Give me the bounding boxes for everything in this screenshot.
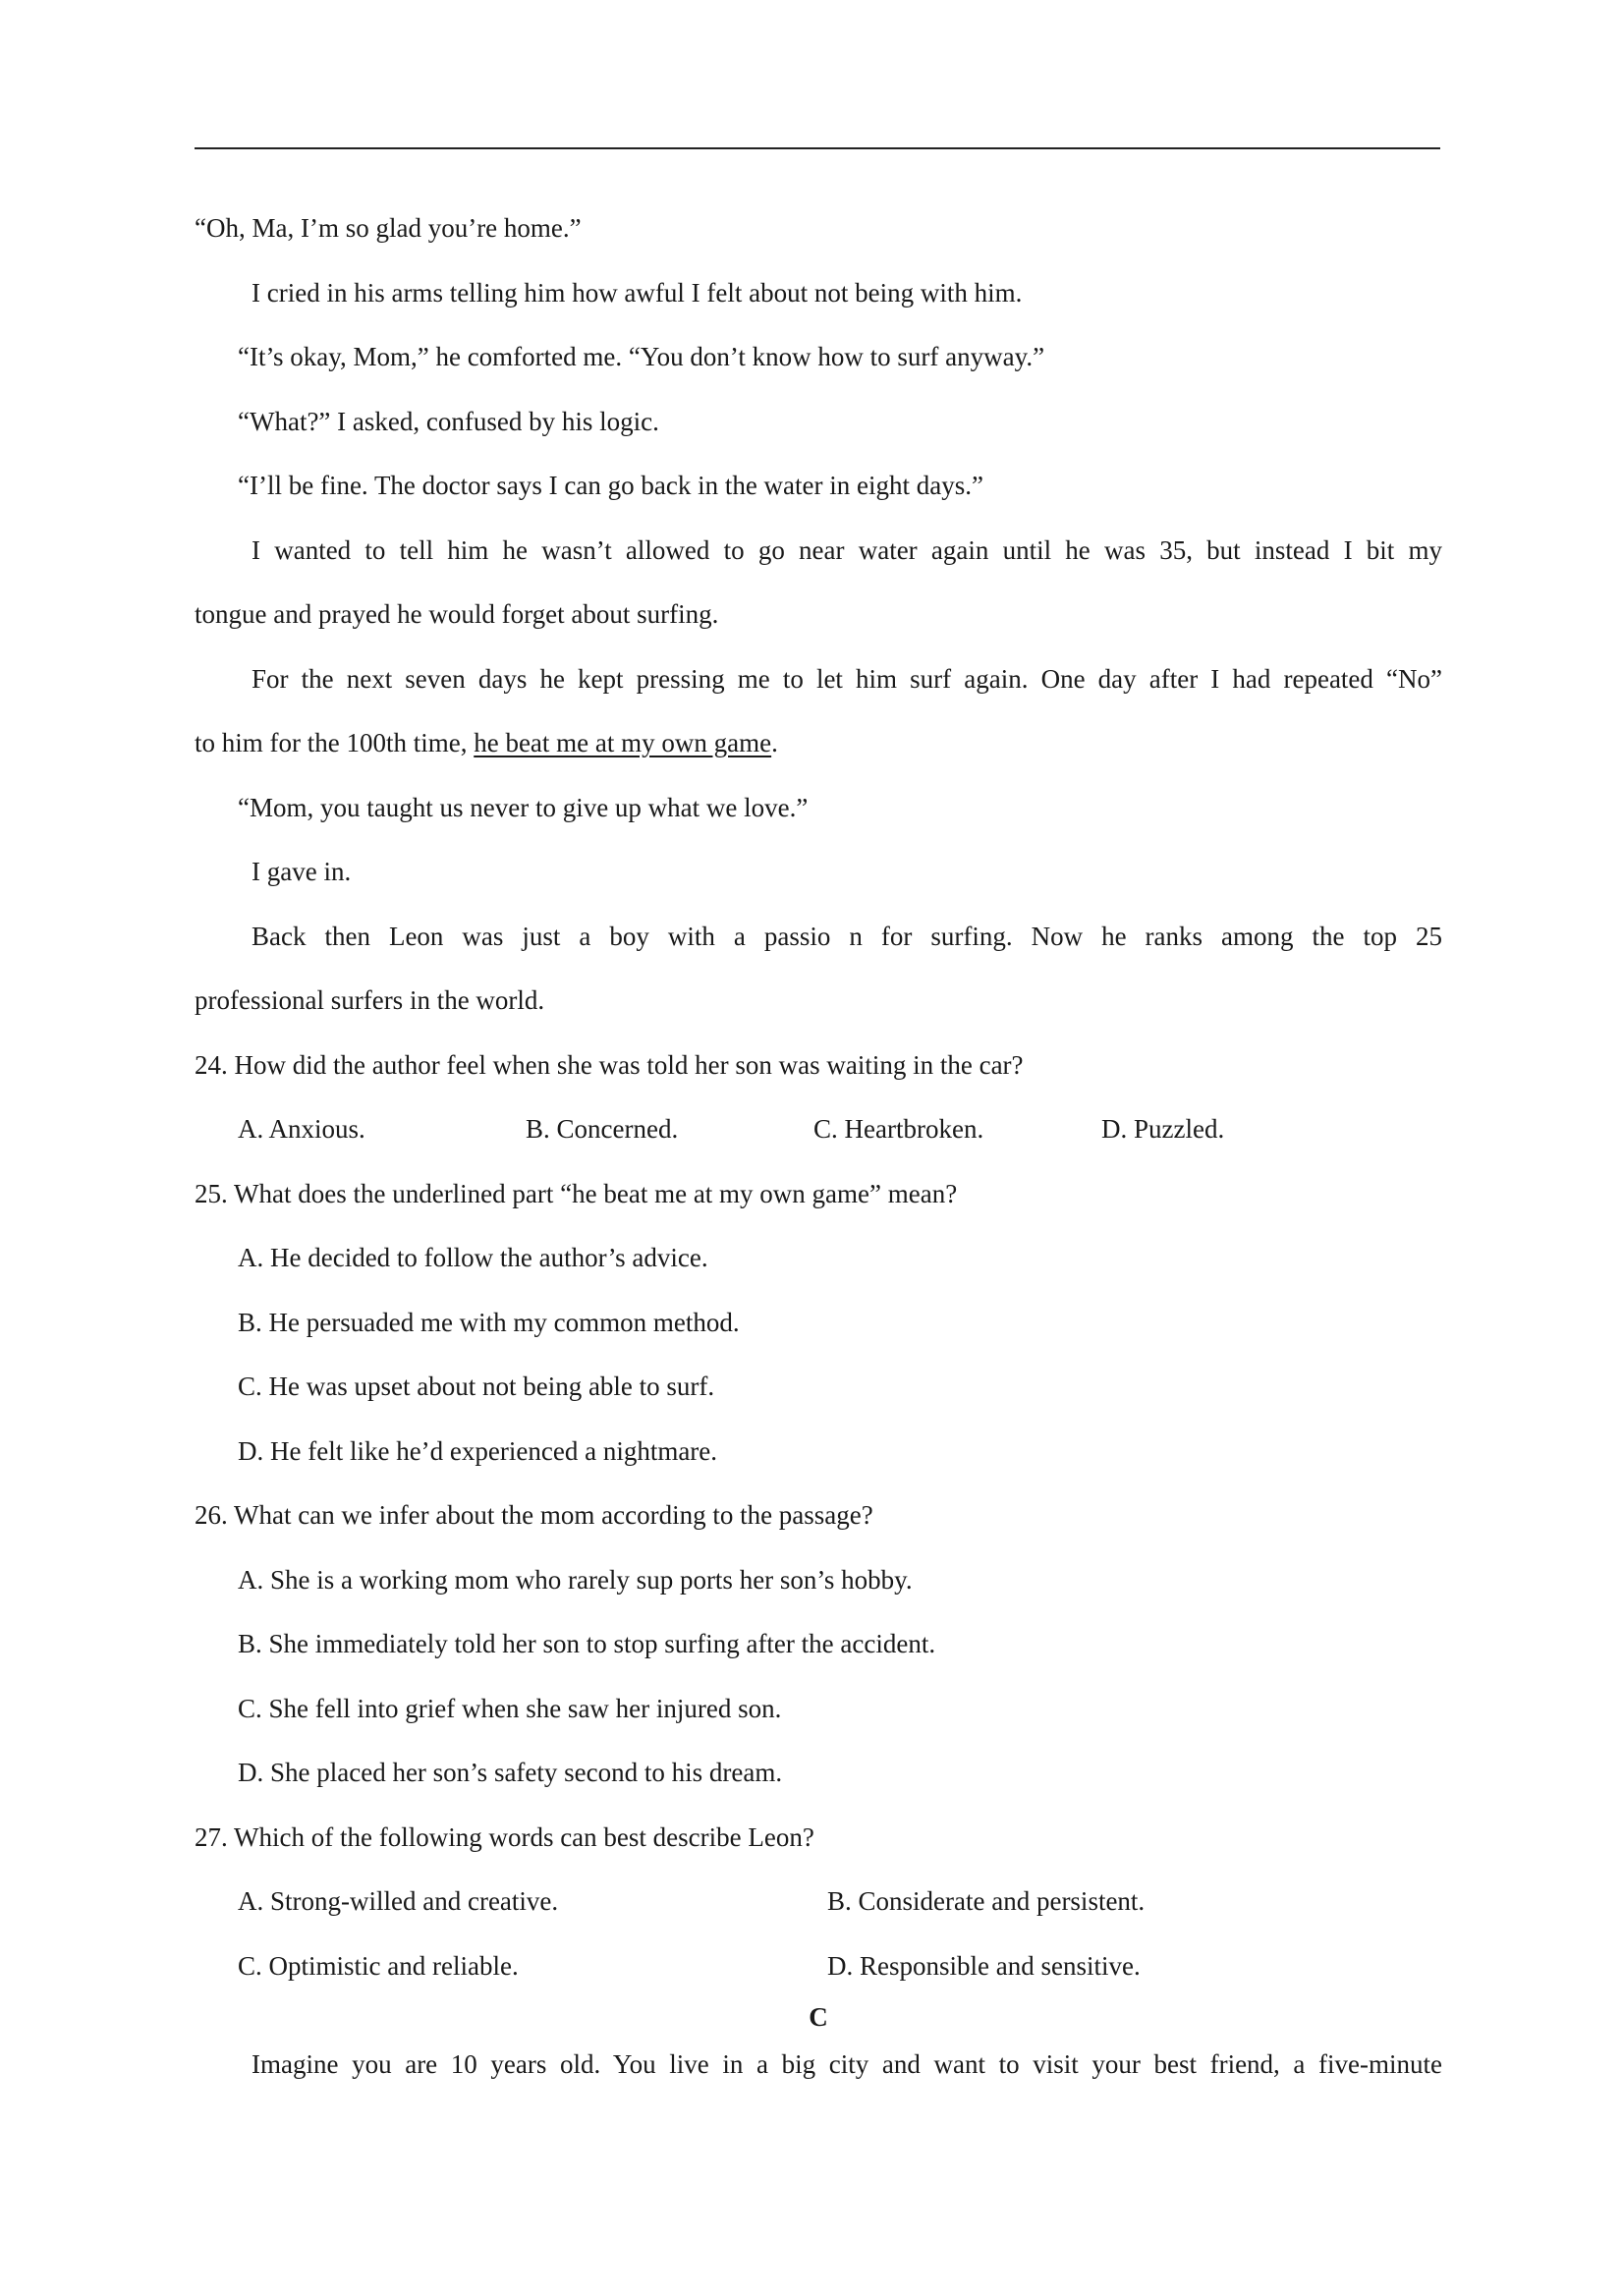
option-b: B. He persuaded me with my common method. xyxy=(238,1307,740,1337)
passage-line: I wanted to tell him he wasn’t allowed to go near water again until he was 35, but instead I bit my xyxy=(252,534,1442,565)
passage-line: professional surfers in the world. xyxy=(195,985,545,1015)
option-c: C. He was upset about not being able to surf. xyxy=(238,1372,715,1401)
option-a: A. Strong-willed and creative. xyxy=(238,1886,559,1916)
line-text-after: . xyxy=(771,728,778,757)
question-27-options-row-2 xyxy=(195,1946,1442,1997)
option-b: B. Considerate and persistent. xyxy=(827,1886,1146,1916)
option-d: D. He felt like he’d experienced a nightmare. xyxy=(238,1435,718,1466)
passage-line: Back then Leon was just a boy with a passio n for surfing. Now he ranks among the top 25 xyxy=(252,921,1442,951)
passage-line: tongue and prayed he would forget about surfing. xyxy=(195,599,719,629)
passage-line-underlined xyxy=(195,723,1442,788)
question-24-options xyxy=(195,1109,1442,1174)
option-d: D. Responsible and sensitive. xyxy=(827,1950,1141,1981)
option-d: D. She placed her son’s safety second to his dream. xyxy=(238,1758,783,1787)
section-c-first-line: Imagine you are 10 years old. You live in a big city and want to visit your best friend, a five-minute xyxy=(252,2048,1442,2079)
question-27-options-row-1 xyxy=(195,1881,1442,1946)
passage-line: “It’s okay, Mom,” he comforted me. “You don’t know how to surf anyway.” xyxy=(238,342,1045,371)
header-rule xyxy=(195,147,1440,149)
question-24-stem: 24. How did the author feel when she was told her son was waiting in the car? xyxy=(195,1049,1024,1080)
option-a: A. He decided to follow the author’s advice. xyxy=(238,1243,708,1272)
page-content xyxy=(195,208,1442,2108)
option-a: A. She is a working mom who rarely sup ports her son’s hobby. xyxy=(238,1564,913,1595)
option-c: C. She fell into grief when she saw her injured son. xyxy=(238,1693,782,1723)
option-b: B. She immediately told her son to stop surfing after the accident. xyxy=(238,1629,936,1658)
question-26-stem: 26. What can we infer about the mom according to the passage? xyxy=(195,1500,873,1530)
option-d: D. Puzzled. xyxy=(1101,1114,1225,1144)
passage-line: For the next seven days he kept pressing me to let him surf again. One day after I had repeated “No” xyxy=(252,663,1442,694)
underlined-phrase: he beat me at my own game xyxy=(474,728,772,757)
section-c-heading: C xyxy=(809,2001,828,2032)
question-27-stem: 27. Which of the following words can best describe Leon? xyxy=(195,1821,814,1852)
option-b: B. Concerned. xyxy=(526,1114,679,1144)
question-25-stem: 25. What does the underlined part “he beat me at my own game” mean? xyxy=(195,1178,958,1208)
option-a: A. Anxious. xyxy=(238,1114,365,1144)
passage-line: I gave in. xyxy=(252,857,352,886)
option-c: C. Heartbroken. xyxy=(813,1114,984,1144)
passage-line: “Mom, you taught us never to give up what we love.” xyxy=(238,792,809,822)
passage-line: “What?” I asked, confused by his logic. xyxy=(238,406,659,436)
passage-line: I cried in his arms telling him how awful I felt about not being with him. xyxy=(252,277,1023,308)
line-text-before: to him for the 100th time, xyxy=(195,728,475,757)
passage-line: “Oh, Ma, I’m so glad you’re home.” xyxy=(195,213,582,243)
passage-line: “I’ll be fine. The doctor says I can go back in the water in eight days.” xyxy=(238,471,983,500)
option-c: C. Optimistic and reliable. xyxy=(238,1950,519,1981)
